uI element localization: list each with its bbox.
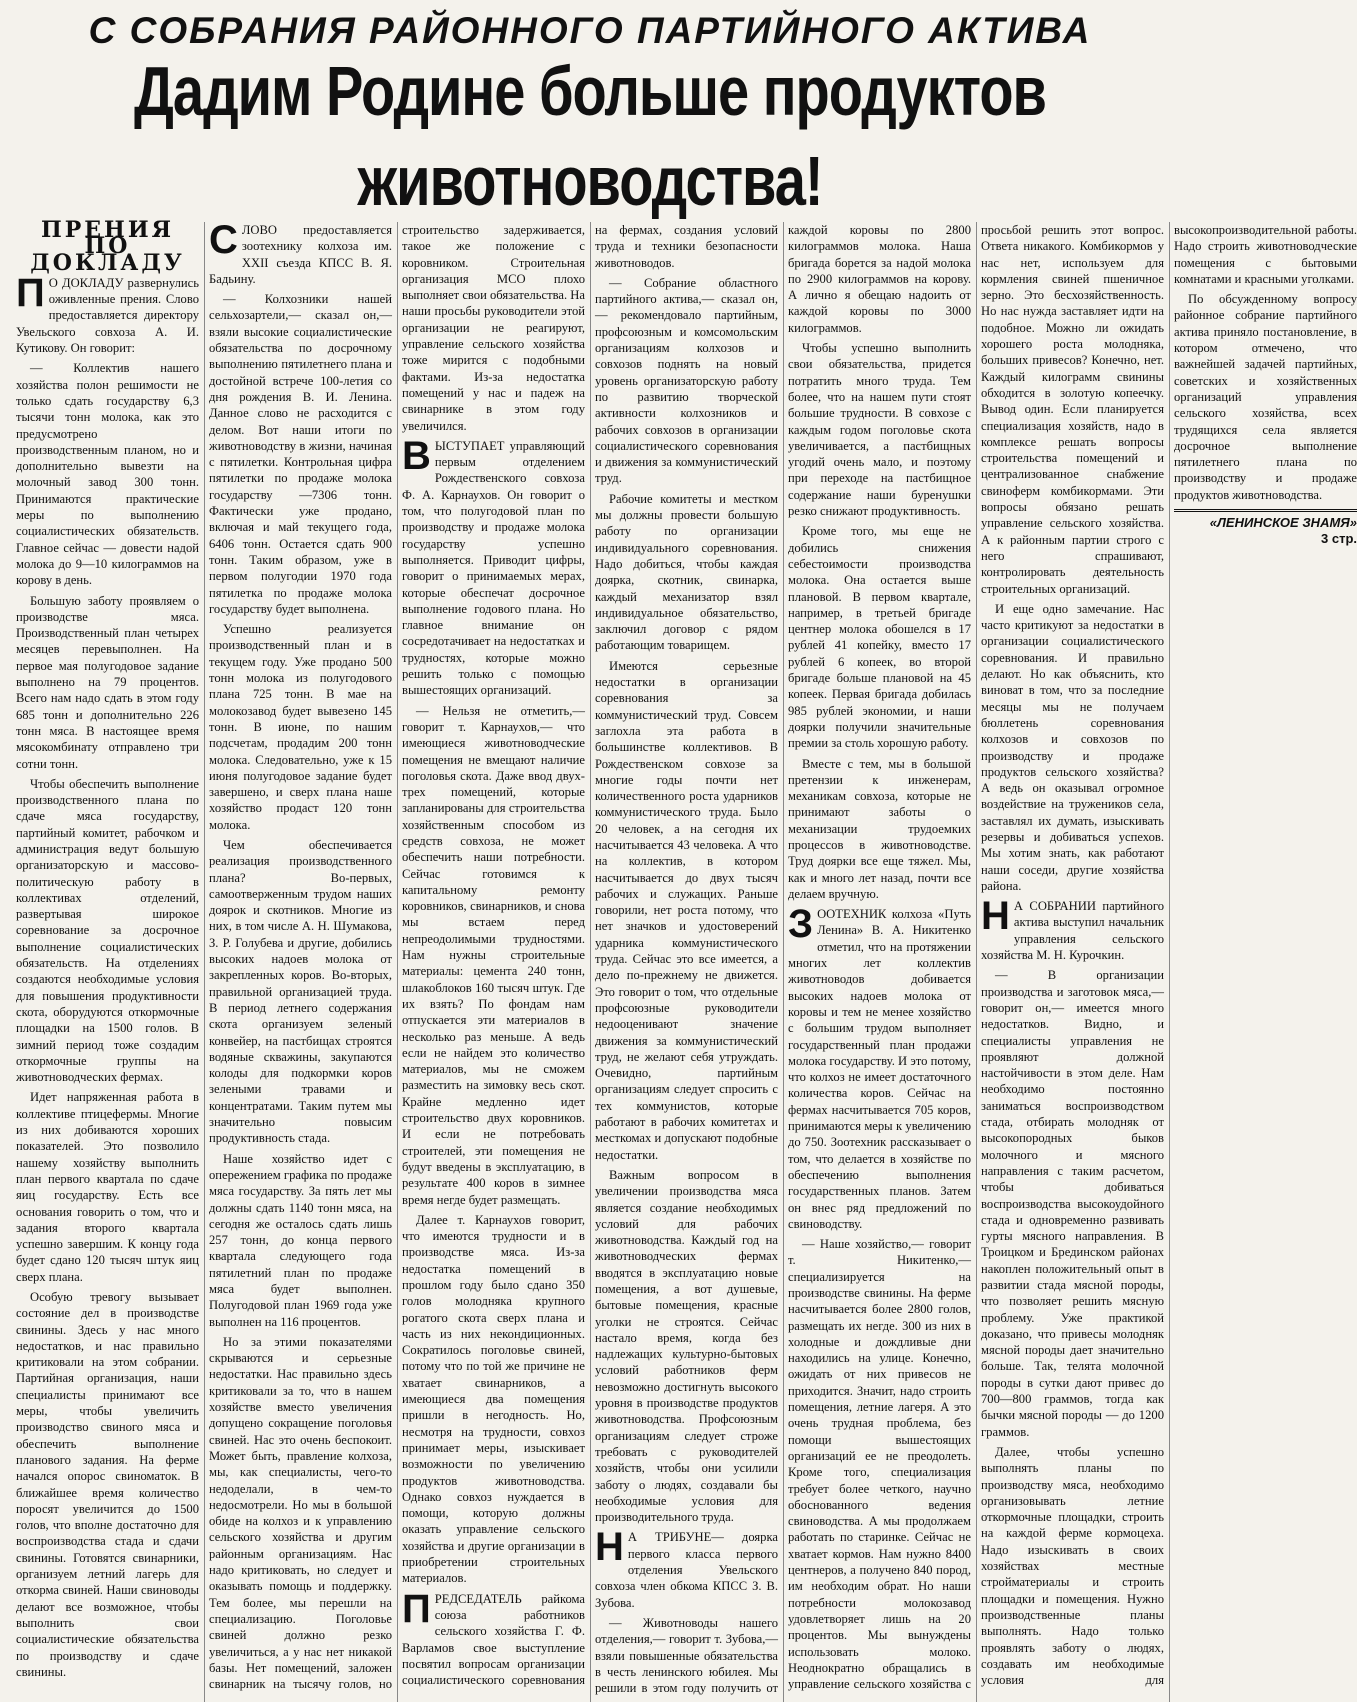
article-paragraph [209, 218, 392, 287]
article-paragraph [1174, 291, 1357, 503]
article-paragraph [402, 703, 585, 1208]
paragraph-text: Большую заботу проявляем о производстве мяса. Производственный план четырех месяцев перевыполнен. На первое мая полугодовое задание выполнено на 79 процентов. Всего нам надо сдать в этом году 685 тонн и дополнительно 226 тонн мяса. В настоящее время мясокомбинату отправлено три сотни тонн. [16, 593, 199, 771]
paragraph-text: А ТРИБУНЕ— доярка первого класса первого отделения Увельского совхоза член обкома КПСС З. В. Зубова. [595, 1530, 778, 1610]
article-columns [16, 217, 1357, 1702]
article-paragraph [402, 1212, 585, 1587]
paragraph-text: А СОБРАНИИ партийного актива выступил начальник управления сельского хозяйства М. Н. Курочкин. [981, 899, 1164, 963]
paragraph-text: Вместе с тем, мы в большой претензии к инженерам, механикам совхоза, которые не принимают заботы о механизации трудоемких процессов в животноводстве. Труд доярки все еще тяжел. Мы, как и много лет назад, почти все делаем вручную. [788, 756, 971, 901]
paragraph-text: О ДОКЛАДУ развернулись оживленные прения. Слово предоставляется директору Увельского совхоза А. И. Кутикову. Он говорит: [16, 275, 199, 356]
paragraph-text: — Нельзя не отметить,— говорит т. Карнаухов,— что имеющиеся животноводческие помещения не вмещают наличие поголовья скота. Даже ввод двух-трех помещений, которые запланированы для строительства хозяйственным способом из средств совхоза, не может обеспечить наши потребности. Сейчас готовимся к капитальному ремонту коровников, свинарников, и снова мы встаем перед непреодолимыми трудностями. Нам нужны строительные материалы: цемента 240 тонн, шлакоблоков 160 тысяч штук. Где их взять? По фондам нам отпускается эти материалов в несколько раз меньше. А ведь если не найдем это количество материалов, мы не сможем разместить на зимовку весь скот. Крайне медленно идет строительство двух коровников. И если не потребовать строителей, эти помещения не будут введены в эксплуатацию, в результате 400 коров в зимнее время негде будет размещать. [402, 703, 585, 1207]
article-paragraph [16, 1089, 199, 1285]
article-subhead: ПРЕНИЯ ПО ДОКЛАДУ [30, 217, 185, 276]
article-paragraph [788, 340, 971, 519]
page-number: 3 стр. [1321, 531, 1357, 547]
paragraph-text: ЫСТУПАЕТ управляющий первым отделением Рождественского совхоза Ф. А. Карнаухов. Он говорит о том, что полугодовой план по производству и продаже молока государству успешно выполняется. Приводит цифры, говорит о принимаемых мерах, которые обеспечат досрочное выполнение годового плана. Но главное внимание он сосредотачивает на недостатках и трудностях, которые можно решить только с помощью вышестоящих организаций. [402, 438, 585, 698]
article-paragraph [595, 491, 778, 654]
paragraph-text: — Коллектив нашего хозяйства полон решимости не только сдать государству 6,3 тысячи тонн молока, как это предусмотрено производственным планом, но и дополнительно вывезти на молочный завод 300 тонн. Принимаются практические меры по выполнению социалистических обязательств. Главное сейчас — довести надой молока до 9—10 килограммов на корову в день. [16, 361, 199, 588]
paragraph-text: Идет напряженная работа в коллективе птицефермы. Многие из них добиваются хороших показателей. Это позволило нашему хозяйству выполнить план первого квартала по сдаче яиц государству. Есть все основания говорить о том, что и задания второго квартала успешно завершим. К концу года будет сдано 120 тысяч штук яиц сверх плана. [16, 1090, 199, 1284]
article-paragraph [981, 894, 1164, 963]
headline: Дадим Родине больше продуктов животноводства! [134, 51, 1046, 220]
article-paragraph [16, 593, 199, 772]
dropcap-letter: Н [981, 894, 1010, 939]
dropcap-letter: П [16, 270, 45, 315]
paragraph-text: — Животноводы нашего отделения,— говорит т. Зубова,— взяли повышенные обязательства в честь ленинского юбилея. Мы решили в этом году получить от каждой коровы по 2800 килограммов молока. Наша бригада борется за надой молока по 2900 килограммов на корову. А лично я обещаю надоить от каждой коровы по 3000 килограммов. [595, 223, 971, 1696]
article-paragraph [209, 291, 392, 617]
paragraph-text: Далее т. Карнаухов говорит, что имеются трудности и в производстве мяса. Из-за недостатка помещений в прошлом году было сдано 350 голов молодняка крупного рогатого скота сверх плана и часть из них некондиционных. Сократилось поголовье свиней, потому что по той же причине не хватает свинарников, а имеющиеся два помещения пришли в негодность. Но, несмотря на трудности, совхоз принимает меры, изыскивает возможности по увеличению продуктов животноводства. Однако совхоз нуждается в помощи, которую должны оказать управление сельского хозяйства и другие организации в приобретении строительных материалов. [402, 1212, 585, 1586]
paragraph-text: — Колхозники нашей сельхозартели,— сказал он,— взяли высокие социалистические обязательства по досрочному выполнению пятилетнего плана и достойной встрече 100-летия со дня рождения В. И. Ленина. Данное слово не расходится с делом. Вот наши итоги по животноводству в жизни, начиная с пятилетки. Контрольная цифра пятилетки по продаже молока государству —7306 тонн. Фактически уже продано, включая и май текущего года, 6406 тонн. Остается сдать 900 тонн. Таким образом, уже в первом полугодии 1970 года пятилетка по продаже молока государству будет выполнена. [209, 292, 392, 616]
article-paragraph [788, 902, 971, 1232]
paragraph-text: Особую тревогу вызывает состояние дел в производстве свинины. Здесь у нас много недостатков, и нас правильно критиковали на этом собрании. Партийная организация, наши специалисты принимают все меры, чтобы увеличить производство свиного мяса и обеспечить выполнение планового задания. На ферме начался опорос свиноматок. В ближайшее время количество поросят увеличится до 1500 голов, что вполне достаточно для воспроизводства стада и сдачи свинины. Готовятся свинарники, организуем летний лагерь для откорма свиней. Наши свиноводы делают все возможное, чтобы выполнить свои социалистические обязательства по производству и сдаче свинины. [16, 1290, 199, 1679]
dropcap-letter: В [402, 433, 431, 478]
article-paragraph [16, 270, 199, 356]
paragraph-text: Успешно реализуется производственный план и в текущем году. Уже продано 500 тонн молока из полугодового плана 725 тонн. В мае на молокозавод будет вывезено 145 тонн. В июне, по нашим подсчетам, продадим 200 тонн молока. Следовательно, уже к 15 июня полугодовое задание будет завершено, и сверх плана наше хозяйство продаст 120 тонн молока. [209, 622, 392, 832]
article-paragraph [788, 523, 971, 751]
dropcap-letter: Н [595, 1525, 624, 1570]
paragraph-text: Чем обеспечивается реализация производственного плана? Во-первых, самоотверженным трудом наших доярок и скотников. Многие из них, в том числе А. Н. Шумакова, З. Р. Голубева и другие, добились высоких надоев молока от закрепленных коров. Во-вторых, правильной организацией труда. В период летнего содержания скота организуем зеленый конвейер, на пастбищах строятся водяные скважины, закупаются колоды для подкормки коров зелеными травами и концентратами. Таким путем мы значительно повысим продуктивность стада. [209, 837, 392, 1146]
article-paragraph [595, 1167, 778, 1526]
paragraph-text: Чтобы обеспечить выполнение производственного плана по сдаче мяса государству, партийный комитет, рабочком и администрация ведут большую организаторскую и массово-политическую работу в коллективах отделений, развертывая широкое соревнование за досрочное выполнение социалистических обязательств. На отделениях создаются необходимые условия для повышения продуктивности скота, оборудуются откормочные площадки на 1500 голов. В зимний период тоже создадим откормочные группы на животноводческих фермах. [16, 776, 199, 1085]
article-paragraph [209, 1151, 392, 1330]
paragraph-text: — Наше хозяйство,— говорит т. Никитенко,— специализируется на производстве свинины. На ферме насчитывается более 2800 голов, размещать их негде. 300 из них в холодные и дождливые дни находились на улице. Конечно, ожидать от них привесов не приходится. Значит, надо строить помещения, летние лагеря. А это очень трудная проблема, без помощи вышестоящих организаций ее не преодолеть. Кроме того, специализация требует более четкого, научно обоснованного ведения свиноводства. А мы продолжаем работать по старинке. Сейчас не хватает кормов. Нам нужно 8400 центнеров, а получено 840 пород, им необходим обрат. Но наши потребности молокозавод удовлетворяет лишь на 20 процентов. Мы вынуждены использовать молоко. Неоднократно обращались в управление сельского хозяйства с просьбой решить этот вопрос. Ответа никакого. Комбикормов у нас нет, используем для кормления свиней пшеничное зерно. Это бесхозяйственность. Но нас нужда заставляет идти на подобное. Можно ли ожидать хорошего роста молодняка, больших привесов? Конечно, нет. Каждый килограмм свинины обходится в золотую копеечку. Вывод один. Если планируется специализация хозяйств, надо в комплексе решать вопросы строительства помещений и централизованное снабжение свиноферм комбикормами. Эти вопросы обязано решать управление сельского хозяйства. А к районным партии строго с него спрашивают, контролировать деятельность строительных организаций. [788, 223, 1164, 1692]
article-paragraph [595, 275, 778, 487]
paragraph-text: Но за этими показателями скрываются и серьезные недостатки. Нас правильно здесь критиковали за то, что в нашем хозяйстве вместо увеличения допущено сокращение поголовья свиней. Нас это очень беспокоит. Может быть, правление колхоза, мы, как специалисты, чего-то недоделали, в чем-то недосмотрели. Но мы в большой обиде на колхоз и к управлению сельского хозяйства и другим районным организациям. Нас надо критиковать, но следует и оказывать помощь и поддержку. Тем более, мы перешли на специализацию. Поголовье свиней должно резко увеличиться, а у нас нет никакой базы. Нет помещений, заложен свинарник на тысячу голов, но строительство задерживается, такое же положение с коровником. Строительная организация МСО плохо выполняет свои обязательства. На наши просьбы руководители этой организации не реагируют, управление сельского хозяйства тоже мирится с подобными фактами. Из-за недостатка помещений у нас и падеж на свинарнике в этом году увеличился. [209, 223, 585, 1692]
article-paragraph [788, 756, 971, 903]
paragraph-text: Чтобы успешно выполнить свои обязательства, придется потратить много труда. Тем более, что на нашем пути стоят большие трудности. В совхозе с каждым годом поголовье скота увеличивается, а пастбищных угодий очень мало, и поэтому при переходе на пастбищное содержание наши буренушки резко снижают продуктивность. [788, 341, 971, 519]
paragraph-text: По обсужденному вопросу районное собрание партийного актива приняло постановление, в котором отмечено, что важнейшей задачей партийных, советских и хозяйственных организаций управления сельского хозяйства, всех трудящихся села является досрочное выполнение пятилетнего плана по производству и продаже продуктов животноводства. [1174, 292, 1357, 502]
article-paragraph [16, 1289, 199, 1680]
article-paragraph [209, 837, 392, 1147]
section-rubric: С СОБРАНИЯ РАЙОННОГО ПАРТИЙНОГО АКТИВА [88, 10, 1092, 51]
article-paragraph [595, 658, 778, 1163]
dropcap-letter: С [209, 218, 238, 262]
paragraph-text: ООТЕХНИК колхоза «Путь Ленина» В. А. Никитенко отметил, что на протяжении многих лет коллектив животноводов добивается высоких надоев молока от коровы и тем не менее хозяйство с большим трудом выполняет государственный план продажи молока государству. И это потому, что колхоз не имеет достаточного количества коров. Сейчас на фермах насчитывается 705 коров, принимаются меры к увеличению до 750. Зоотехник рассказывает о том, что делается в хозяйстве по обеспечению выполнения государственных планов. Затем он внес ряд предложений по свиноводству. [788, 907, 971, 1231]
paragraph-text: Важным вопросом в увеличении производства мяса является создание необходимых условий для рабочих животноводства. Каждый год на животноводческих фермах вводятся в эксплуатацию новые помещения, а вот душевые, бытовые помещения, красные уголки не строятся. Сейчас настало время, когда без надлежащих культурно-бытовых условий работников ферм невозможно достигнуть высокого уровня в производстве продуктов животноводства. Профсоюзным организациям следует строже требовать с руководителей хозяйств, чтобы они усилили заботу о людях, создавали бы необходимые условия для производительного труда. [595, 1167, 778, 1525]
paragraph-text: Имеются серьезные недостатки в организации соревнования за коммунистический труд. Совсем заглохла эта работа в большинстве коллективов. В Рождественском совхозе за многие годы почти нет количественного роста ударников коммунистического труда. Было 20 человек, а на сегодня их насчитывается 43 человека. А что на коллектив, в котором насчитывается до двух тысяч рабочих и служащих. Раньше говорили, нет роста потому, что нет значков и удостоверений ударника коммунистического труда. Сейчас это все имеется, а дело по-прежнему не движется. Это говорит о том, что отдельные профсоюзные руководители недооценивают значение движения за коммунистический труд, не желают себя утруждать. Очевидно, партийным организациям следует спросить с тех коммунистов, которые работают в рабочих комитетах и месткомах и допускают подобные недостатки. [595, 658, 778, 1162]
paragraph-text: — В организации производства и заготовок мяса,— говорит он,— имеется много недостатков. Видно, и специалисты управления не проявляют должной настойчивости в этом деле. Нам необходимо постоянно заниматься воспроизводством стада, отбирать молодняк от высокопородных быков молочного и мясного направления с таким расчетом, чтобы добиваться воспроизводства высокоудойного стада и одновременно развивать гурты мясного направления. В Троицком и Брединском районах накоплен положительный опыт в развитии стада мясной породы, что позволяет решить мясную проблему. Уже практикой доказано, что привесы молодняк мясной породы дает значительно больше. Так, телята молочной породы в сутки дают привес до 700—800 граммов, тогда как бычки мясной породы — до 1200 граммов. [981, 968, 1164, 1439]
paragraph-text: И еще одно замечание. Нас часто критикуют за недостатки в организации социалистического соревнования. И правильно делают. Но как объяснить, кто виноват в том, что за последние месяцы мы не получаем бюллетень соревнования колхозов и совхозов по производству и продаже продуктов сельского хозяйства? А ведь он оказывал огромное воздействие на тружеников села, заставлял их думать, изыскивать резервы и добиваться успехов. Мы хотим знать, как работают наши соседи, другие хозяйства района. [981, 601, 1164, 893]
paragraph-text: Наше хозяйство идет с опережением графика по продаже мяса государству. За пять лет мы должны сдать 1140 тонн мяса, на сегодня же осталось сдать лишь 257 тонн, до конца первого квартала следующего года пятилетний план по продаже мяса будет выполнен. Полугодовой план 1969 года уже выполнен на 116 процентов. [209, 1151, 392, 1329]
article-paragraph [16, 776, 199, 1086]
paragraph-text: — Собрание областного партийного актива,— сказал он,— рекомендовало партийным, профсоюзным и комсомольским организациям колхозов и совхозов поднять на новый уровень организаторскую работу по развитию творческой активности колхозников и рабочих совхозов в организации социалистического соревнования и движения за коммунистический труд. [595, 275, 778, 486]
article-paragraph [16, 360, 199, 588]
newspaper-signature: «ЛЕНИНСКОЕ ЗНАМЯ» [1174, 509, 1357, 531]
article-paragraph [402, 433, 585, 699]
article-paragraph [981, 967, 1164, 1440]
article-paragraph [595, 1525, 778, 1610]
article-paragraph [209, 621, 392, 833]
paragraph-text: РЕДСЕДАТЕЛЬ райкома союза работников сельского хозяйства Г. Ф. Варламов свое выступление посвятил вопросам организации социалистического соревнования на фермах, создания условий труда и техники безопасности животноводов. [402, 223, 778, 1688]
paragraph-text: Кроме того, мы еще не добились снижения себестоимости производства молока. Она остается выше плановой. В первом квартале, например, в третьей бригаде центнер молока обошелся в 17 рублей 41 копейку, вместо 17 рублей 6 копеек, во второй бригаде больше плановой на 45 копеек. Первая бригада добилась 985 рублей экономии, и наши доярки получили значительные премии за столь хорошую работу. [788, 524, 971, 751]
dropcap-letter: З [788, 902, 814, 947]
paragraph-text: Далее, чтобы успешно выполнять планы по производству мяса, необходимо организовывать летние откормочные площадки, строить на каждой ферме кормоцеха. Надо изыскивать в своих хозяйствах местные стройматериалы и строить площадки и помещения. Нужно производственные планы выполнять. Надо только проявлять заботу о людях, создавать им необходимые условия для высокопроизводительной работы. Надо строить животноводческие помещения с бытовыми комнатами и красными уголками. [981, 223, 1357, 1688]
article-paragraph [981, 601, 1164, 894]
dropcap-letter: П [402, 1586, 431, 1631]
paragraph-text: ЛОВО предоставляется зоотехнику колхоза им. XXII съезда КПСС В. Я. Бадьину. [209, 223, 392, 286]
paragraph-text: Рабочие комитеты и местком мы должны провести большую работу по организации индивидуального соревнования. Надо добиться, чтобы каждая доярка, скотник, свинарка, каждый механизатор взял индивидуальное обязательство, заключил договор с рядом работающим товарищем. [595, 491, 778, 653]
